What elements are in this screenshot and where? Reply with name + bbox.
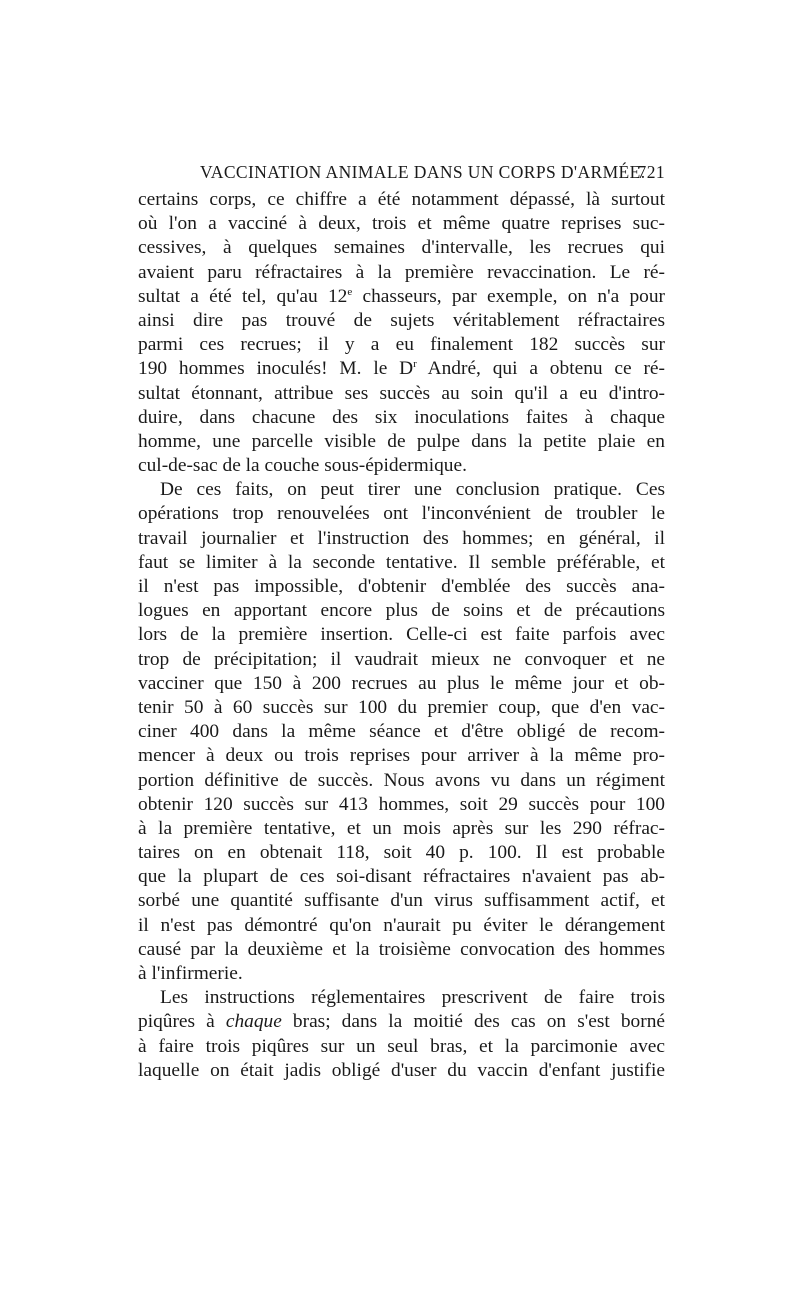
- text-line: mencer à deux ou trois reprises pour arriver à la même pro-: [138, 745, 665, 767]
- text-line: lors de la première insertion. Celle-ci est faite parfois avec: [138, 624, 665, 646]
- superscript: e: [347, 285, 353, 298]
- text-line: à la première tentative, et un mois après sur les 290 réfrac-: [138, 817, 665, 839]
- running-title: VACCINATION ANIMALE DANS UN CORPS D'ARMÉE.: [200, 162, 646, 182]
- text-line: logues en apportant encore plus de soins et de précautions: [138, 600, 665, 622]
- text-line: sultat étonnant, attribue ses succès au soin qu'il a eu d'intro-: [138, 382, 665, 404]
- body-text: [138, 188, 665, 1083]
- text-line: laquelle on était jadis obligé d'user du vaccin d'enfant justifie: [138, 1059, 665, 1081]
- text-line: tenir 50 à 60 succès sur 100 du premier coup, que d'en vac-: [138, 696, 665, 718]
- text-line: ciner 400 dans la même séance et d'être obligé de recom-: [138, 721, 665, 743]
- text-line: portion définitive de succès. Nous avons vu dans un régiment: [138, 769, 665, 791]
- text-line: certains corps, ce chiffre a été notamment dépassé, là surtout: [138, 189, 665, 210]
- emphasis: chaque: [225, 1011, 282, 1033]
- text-line: homme, une parcelle visible de pulpe dans la petite plaie en: [138, 430, 665, 452]
- text-line: trop de précipitation; il vaudrait mieux ne convoquer et ne: [138, 648, 665, 670]
- text-line: taires on en obtenait 118, soit 40 p. 100. Il est probable: [138, 842, 665, 864]
- text-line: que la plupart de ces soi-disant réfractaires n'avaient pas ab-: [138, 866, 665, 888]
- text-line: faut se limiter à la seconde tentative. Il semble préférable, et: [138, 551, 665, 573]
- superscript: r: [413, 358, 417, 371]
- text-line: 190 hommes inoculés! M. le $D^r$ André, qui a obtenu ce ré-: [138, 358, 665, 380]
- page-number: 721: [637, 162, 665, 182]
- text-line: De ces faits, on peut tirer une conclusion pratique. Ces: [160, 479, 665, 501]
- text-line: ainsi dire pas trouvé de sujets véritablement réfractaires: [138, 309, 665, 331]
- text-line: à l'infirmerie.: [138, 963, 243, 984]
- text-line: sultat a été tel, qu'au 12e chasseurs, par exemple, on n'a pour: [138, 285, 665, 307]
- running-head: [138, 158, 665, 188]
- text-line: Les instructions réglementaires prescrivent de faire trois: [160, 987, 665, 1009]
- text-line: où l'on a vacciné à deux, trois et même quatre reprises suc-: [138, 213, 665, 235]
- text-line: vacciner que 150 à 200 recrues au plus le même jour et ob-: [138, 672, 665, 694]
- text-line: avaient paru réfractaires à la première revaccination. Le ré-: [138, 261, 665, 283]
- text-line: cessives, à quelques semaines d'intervalle, les recrues qui: [138, 237, 665, 259]
- text-line: à faire trois piqûres sur un seul bras, et la parcimonie avec: [138, 1035, 665, 1057]
- text-line: cul-de-sac de la couche sous-épidermique.: [138, 455, 467, 477]
- text-line: sorbé une quantité suffisante d'un virus suffisamment actif, et: [138, 890, 665, 912]
- book-page: [138, 158, 665, 1083]
- text-line: il n'est pas impossible, d'obtenir d'emblée des succès ana-: [138, 576, 665, 597]
- text-line: opérations trop renouvelées ont l'inconvénient de troubler le: [138, 503, 665, 525]
- text-line: il n'est pas démontré qu'on n'aurait pu éviter le dérangement: [138, 914, 665, 936]
- text-line: parmi ces recrues; il y a eu finalement 182 succès sur: [138, 334, 665, 356]
- text-line: piqûres à chaque bras; dans la moitié des cas on s'est borné: [138, 1011, 665, 1033]
- text-line: causé par la deuxième et la troisième convocation des hommes: [138, 938, 665, 960]
- text-line: duire, dans chacune des six inoculations faites à chaque: [138, 406, 665, 428]
- text-line: travail journalier et l'instruction des hommes; en général, il: [138, 527, 665, 549]
- text-line: obtenir 120 succès sur 413 hommes, soit 29 succès pour 100: [138, 793, 665, 815]
